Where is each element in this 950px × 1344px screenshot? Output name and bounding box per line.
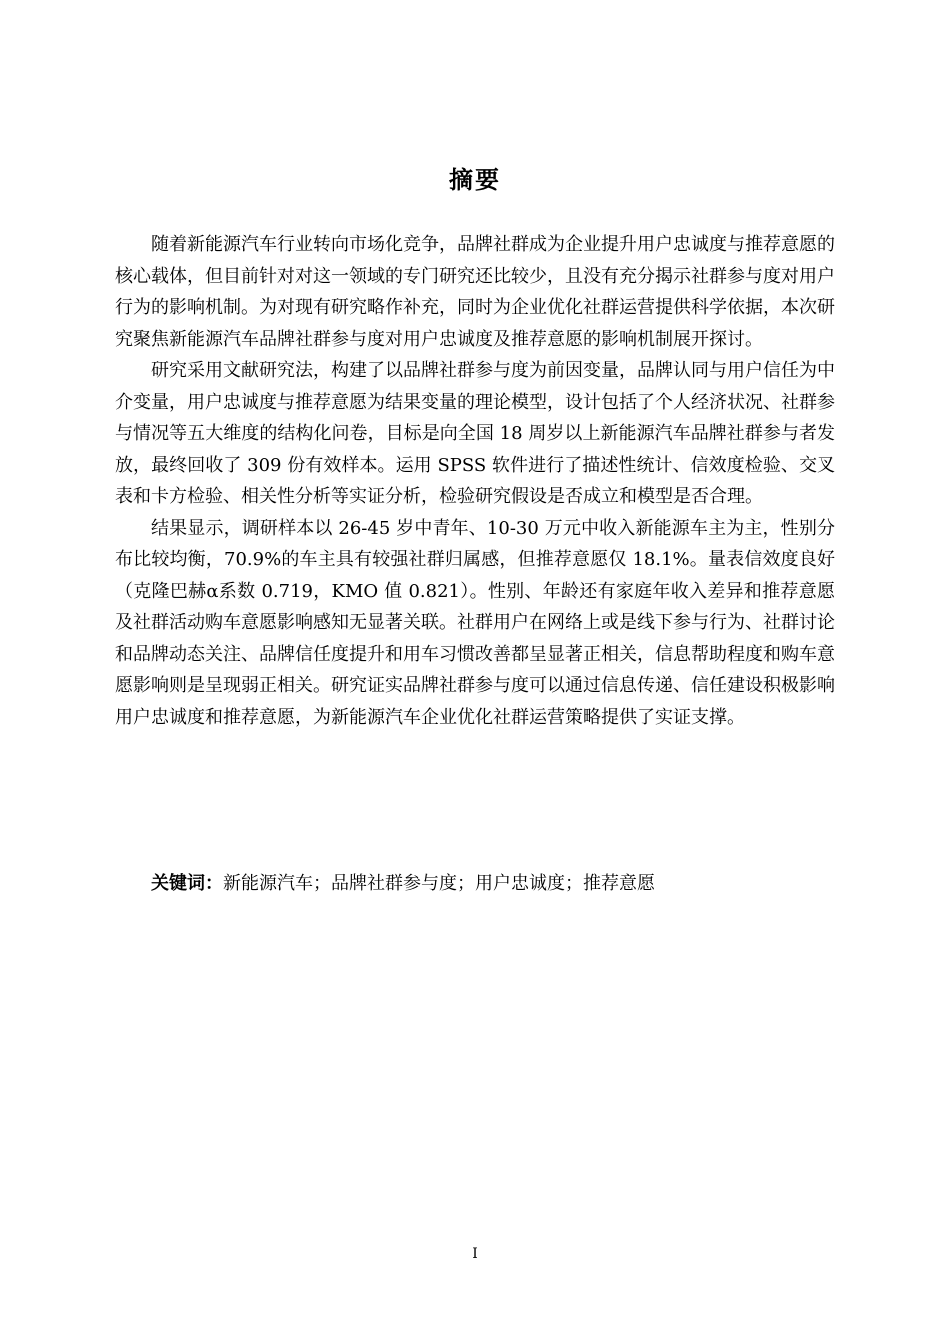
keywords-list: 新能源汽车；品牌社群参与度；用户忠诚度；推荐意愿: [223, 873, 655, 894]
keywords-label: 关键词：: [151, 873, 223, 894]
abstract-body: [115, 229, 835, 733]
abstract-paragraph-results: 结果显示，调研样本以 26-45 岁中青年、10-30 万元中收入新能源车主为主，性别分布比较均衡，70.9%的车主具有较强社群归属感，但推荐意愿仅 18.1%。量表信效度良好（克隆巴赫α系数 0.719，KMO 值 0.821）。性别、年龄还有家庭年收入差异和推荐意愿及社群活动购车意愿影响感知无显著关联。社群用户在网络上或是线下参与行为、社群讨论和品牌动态关注、品牌信任度提升和用车习惯改善都呈显著正相关，信息帮助程度和购车意愿影响则是呈现弱正相关。研究证实品牌社群参与度可以通过信息传递、信任建设积极影响用户忠诚度和推荐意愿，为新能源汽车企业优化社群运营策略提供了实证支撑。: [115, 517, 835, 728]
keywords-line: [151, 868, 655, 900]
abstract-title: 摘要: [449, 166, 501, 194]
abstract-paragraph-method: 研究采用文献研究法，构建了以品牌社群参与度为前因变量，品牌认同与用户信任为中介变量，用户忠诚度与推荐意愿为结果变量的理论模型，设计包括了个人经济状况、社群参与情况等五大维度的结构化问卷，目标是向全国 18 周岁以上新能源汽车品牌社群参与者发放，最终回收了 309 份有效样本。运用 SPSS 软件进行了描述性统计、信效度检验、交叉表和卡方检验、相关性分析等实证分析，检验研究假设是否成立和模型是否合理。: [115, 360, 835, 507]
page-number: I: [472, 1246, 478, 1262]
abstract-paragraph-background: 随着新能源汽车行业转向市场化竞争，品牌社群成为企业提升用户忠诚度与推荐意愿的核心载体，但目前针对对这一领域的专门研究还比较少，且没有充分揭示社群参与度对用户行为的影响机制。为对现有研究略作补充，同时为企业优化社群运营提供科学依据，本次研究聚焦新能源汽车品牌社群参与度对用户忠诚度及推荐意愿的影响机制展开探讨。: [115, 234, 835, 350]
